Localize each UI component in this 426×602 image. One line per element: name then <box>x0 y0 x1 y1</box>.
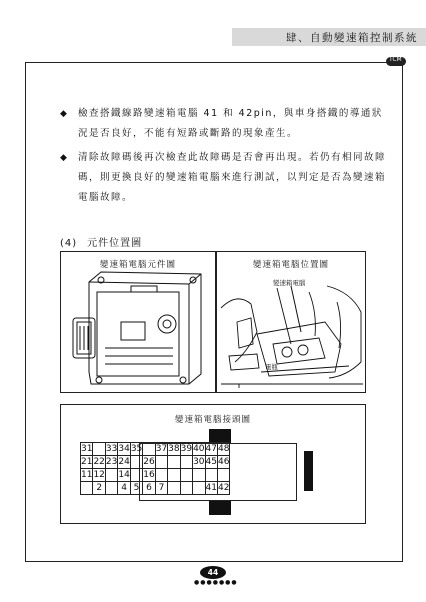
pin-cell: 22 <box>93 457 105 467</box>
pin-cell <box>193 482 205 495</box>
section-heading <box>60 234 142 249</box>
tcm-unit-illustration <box>61 252 217 394</box>
pin-cell <box>130 456 142 469</box>
pin-cell <box>143 443 155 456</box>
corner-tab <box>386 57 406 66</box>
callout-tcm-label: 變速箱電腦 <box>273 279 306 287</box>
pin-cell: 40 <box>193 444 205 454</box>
pin-cell: 31 <box>81 444 93 454</box>
section-number: (4) <box>60 238 78 249</box>
bullet-item-clear-codes <box>60 148 390 208</box>
pin-cell <box>93 443 105 456</box>
pin-cell: 46 <box>217 457 230 467</box>
pin-cell <box>105 469 117 482</box>
location-diagram-title: 變速箱電腦位置圖 <box>252 260 329 270</box>
pin-cell <box>193 469 205 482</box>
connector-diagram-title: 變速箱電腦接頭圖 <box>174 415 251 425</box>
page-number-dots: ●●●●●●● <box>194 579 238 586</box>
location-diagram-panel <box>216 251 366 393</box>
pin-cell: 45 <box>205 457 217 467</box>
connector-side-key <box>304 451 313 491</box>
pin-cell: 38 <box>168 444 180 454</box>
pin-cell: 39 <box>180 444 193 454</box>
pin-cell: 7 <box>155 482 167 495</box>
pin-cell: 16 <box>143 470 155 480</box>
pin-cell: 48 <box>217 444 230 454</box>
section-title: 元件位置圖 <box>87 238 143 249</box>
component-diagram-title: 變速箱電腦元件圖 <box>99 260 176 270</box>
pin-row <box>81 482 230 495</box>
pin-cell: 6 <box>143 482 155 495</box>
pin-cell: 12 <box>93 470 105 480</box>
component-diagram-panel <box>60 251 216 393</box>
pin-cell <box>130 469 142 482</box>
connector-top-latch <box>209 429 231 443</box>
pin-cell: 42 <box>217 483 230 493</box>
pin-cell: 24 <box>118 457 130 467</box>
corner-tab-label: TCM <box>389 56 402 63</box>
chapter-title: 肆、自動變速箱控制系統 <box>286 32 418 44</box>
pin-cell <box>105 482 117 495</box>
pin-cell <box>205 469 217 482</box>
chapter-header-bar <box>232 28 426 46</box>
page-number-badge <box>194 566 238 588</box>
pin-cell <box>180 456 192 469</box>
pin-cell: 35 <box>130 444 143 454</box>
pin-cell <box>155 456 167 469</box>
diamond-bullet-icon: ◆ <box>60 109 69 119</box>
pin-cell <box>168 482 180 495</box>
pin-cell: 11 <box>81 470 93 480</box>
pin-row <box>81 443 230 456</box>
bullet-item-ground-check <box>60 104 390 144</box>
pin-cell: 30 <box>193 457 205 467</box>
pin-cell: 4 <box>118 482 130 495</box>
pin-cell: 2 <box>93 482 105 495</box>
pin-cell: 21 <box>81 457 93 467</box>
pin-cell <box>168 469 180 482</box>
pin-cell <box>81 482 93 495</box>
pin-cell <box>180 482 192 495</box>
pin-cell: 26 <box>143 457 155 467</box>
pin-cell: 5 <box>130 482 142 495</box>
pin-cell <box>155 469 167 482</box>
pin-cell: 34 <box>118 444 130 454</box>
pin-cell: 23 <box>105 457 118 467</box>
connector-pin-table <box>80 442 230 495</box>
bullet-text: 清除故障碼後再次檢查此故障碼是否會再出現。若仍有相同故障碼，則更換良好的變速箱電腦來進行測試，以判定是否為變速箱電腦故障。 <box>78 152 387 203</box>
bullet-text: 檢查搭鐵線路變速箱電腦 41 和 42pin，與車身搭鐵的導通狀況是否良好，不能有短路或斷路的現象產生。 <box>78 108 383 139</box>
pin-cell: 41 <box>205 483 217 493</box>
pin-row <box>81 456 230 469</box>
pin-cell: 14 <box>118 470 130 480</box>
diamond-bullet-icon: ◆ <box>60 153 69 163</box>
pin-row <box>81 469 230 482</box>
connector-bottom-latch <box>209 501 231 515</box>
engine-bay-illustration <box>217 252 367 394</box>
pin-cell <box>180 469 192 482</box>
page-number: 44 <box>207 568 219 577</box>
pin-cell <box>168 456 180 469</box>
pin-cell: 33 <box>105 444 118 454</box>
pin-cell: 47 <box>205 444 217 454</box>
pin-cell <box>217 469 229 482</box>
callout-battery-label: 電瓶 <box>265 363 278 371</box>
pin-cell: 37 <box>155 444 168 454</box>
